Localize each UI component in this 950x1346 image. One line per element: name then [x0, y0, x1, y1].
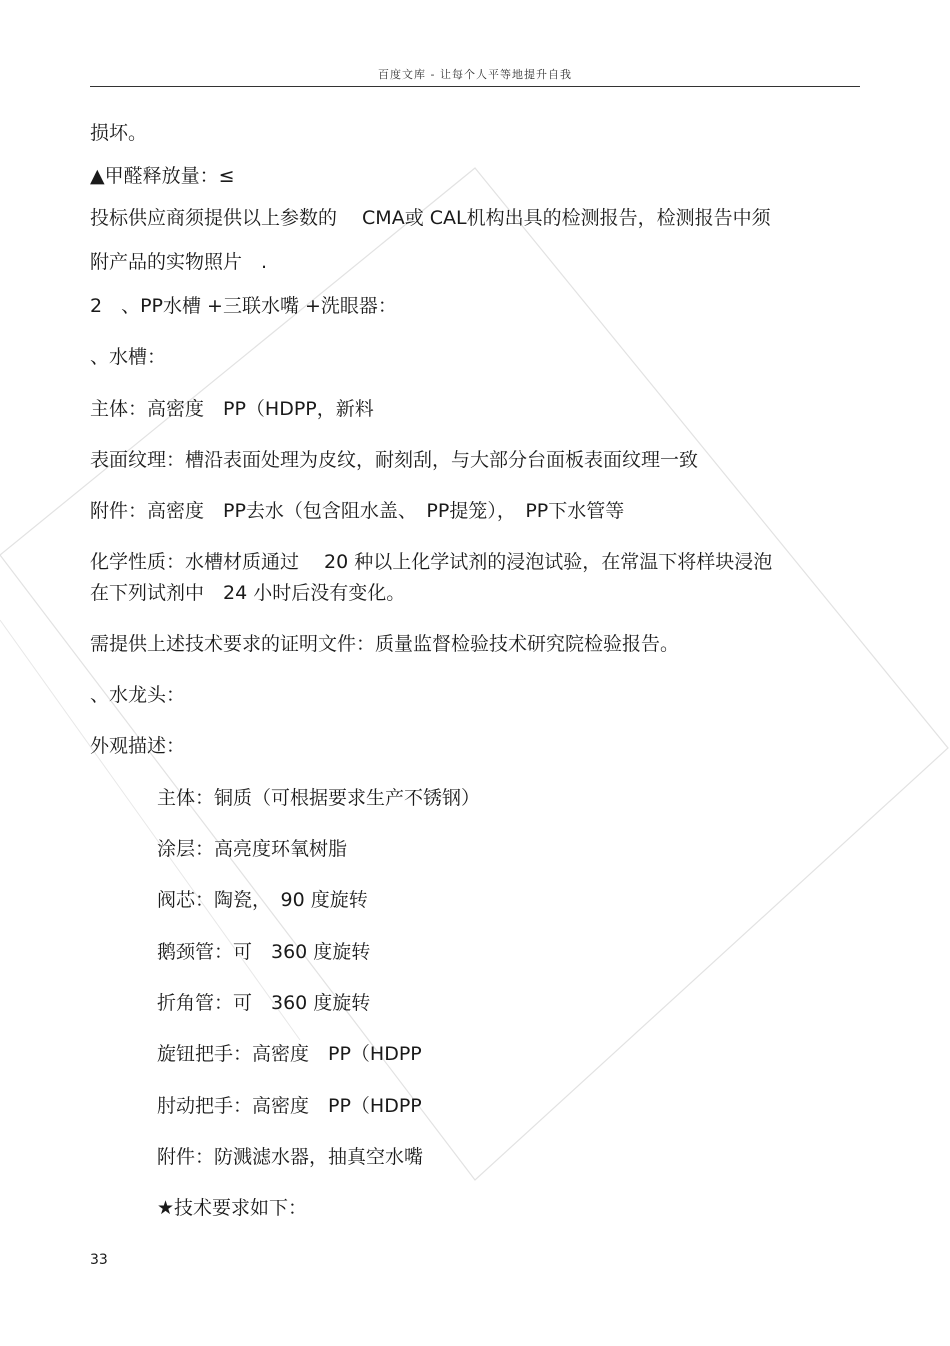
- paragraph: 需提供上述技术要求的证明文件：质量监督检验技术研究院检验报告。: [90, 633, 680, 655]
- paragraph: 损坏。: [90, 122, 148, 144]
- paragraph: 附产品的实物照片 .: [90, 251, 268, 273]
- page-header: 百度文库 - 让每个人平等地提升自我: [378, 68, 572, 81]
- subsection-heading: 、水龙头：: [90, 684, 186, 706]
- spec-item: 肘动把手：高密度 PP（HDPP: [157, 1095, 422, 1117]
- spec-item: 折角管：可 360 度旋转: [157, 992, 371, 1014]
- paragraph: 化学性质：水槽材质通过 20 种以上化学试剂的浸泡试验，在常温下将样块浸泡: [90, 551, 773, 573]
- page-number: 33: [90, 1252, 108, 1268]
- paragraph: 主体：高密度 PP（HDPP，新料: [90, 398, 374, 420]
- spec-item: 附件：防溅滤水器，抽真空水嘴: [157, 1146, 424, 1168]
- paragraph: 在下列试剂中 24 小时后没有变化。: [90, 582, 406, 604]
- subsection-heading: 、水槽：: [90, 346, 167, 368]
- paragraph: 投标供应商须提供以上参数的 CMA或 CAL机构出具的检测报告，检测报告中须: [90, 207, 771, 229]
- spec-item: 涂层：高亮度环氧树脂: [157, 838, 348, 860]
- spec-item: 旋钮把手：高密度 PP（HDPP: [157, 1043, 422, 1065]
- paragraph: 表面纹理：槽沿表面处理为皮纹，耐刻刮，与大部分台面板表面纹理一致: [90, 449, 699, 471]
- paragraph: 附件：高密度 PP去水（包含阻水盖、 PP提笼）， PP下水管等: [90, 500, 625, 522]
- spec-item: 主体：铜质（可根据要求生产不锈钢）: [157, 787, 481, 809]
- spec-item: 阀芯：陶瓷， 90 度旋转: [157, 889, 368, 911]
- paragraph: ▲甲醛释放量：≤: [90, 165, 235, 187]
- paragraph: 外观描述：: [90, 735, 186, 757]
- spec-heading: ★技术要求如下：: [157, 1197, 308, 1219]
- header-divider: [90, 86, 860, 87]
- section-heading: 2 、PP水槽 +三联水嘴 +洗眼器：: [90, 295, 397, 317]
- spec-item: 鹅颈管：可 360 度旋转: [157, 941, 371, 963]
